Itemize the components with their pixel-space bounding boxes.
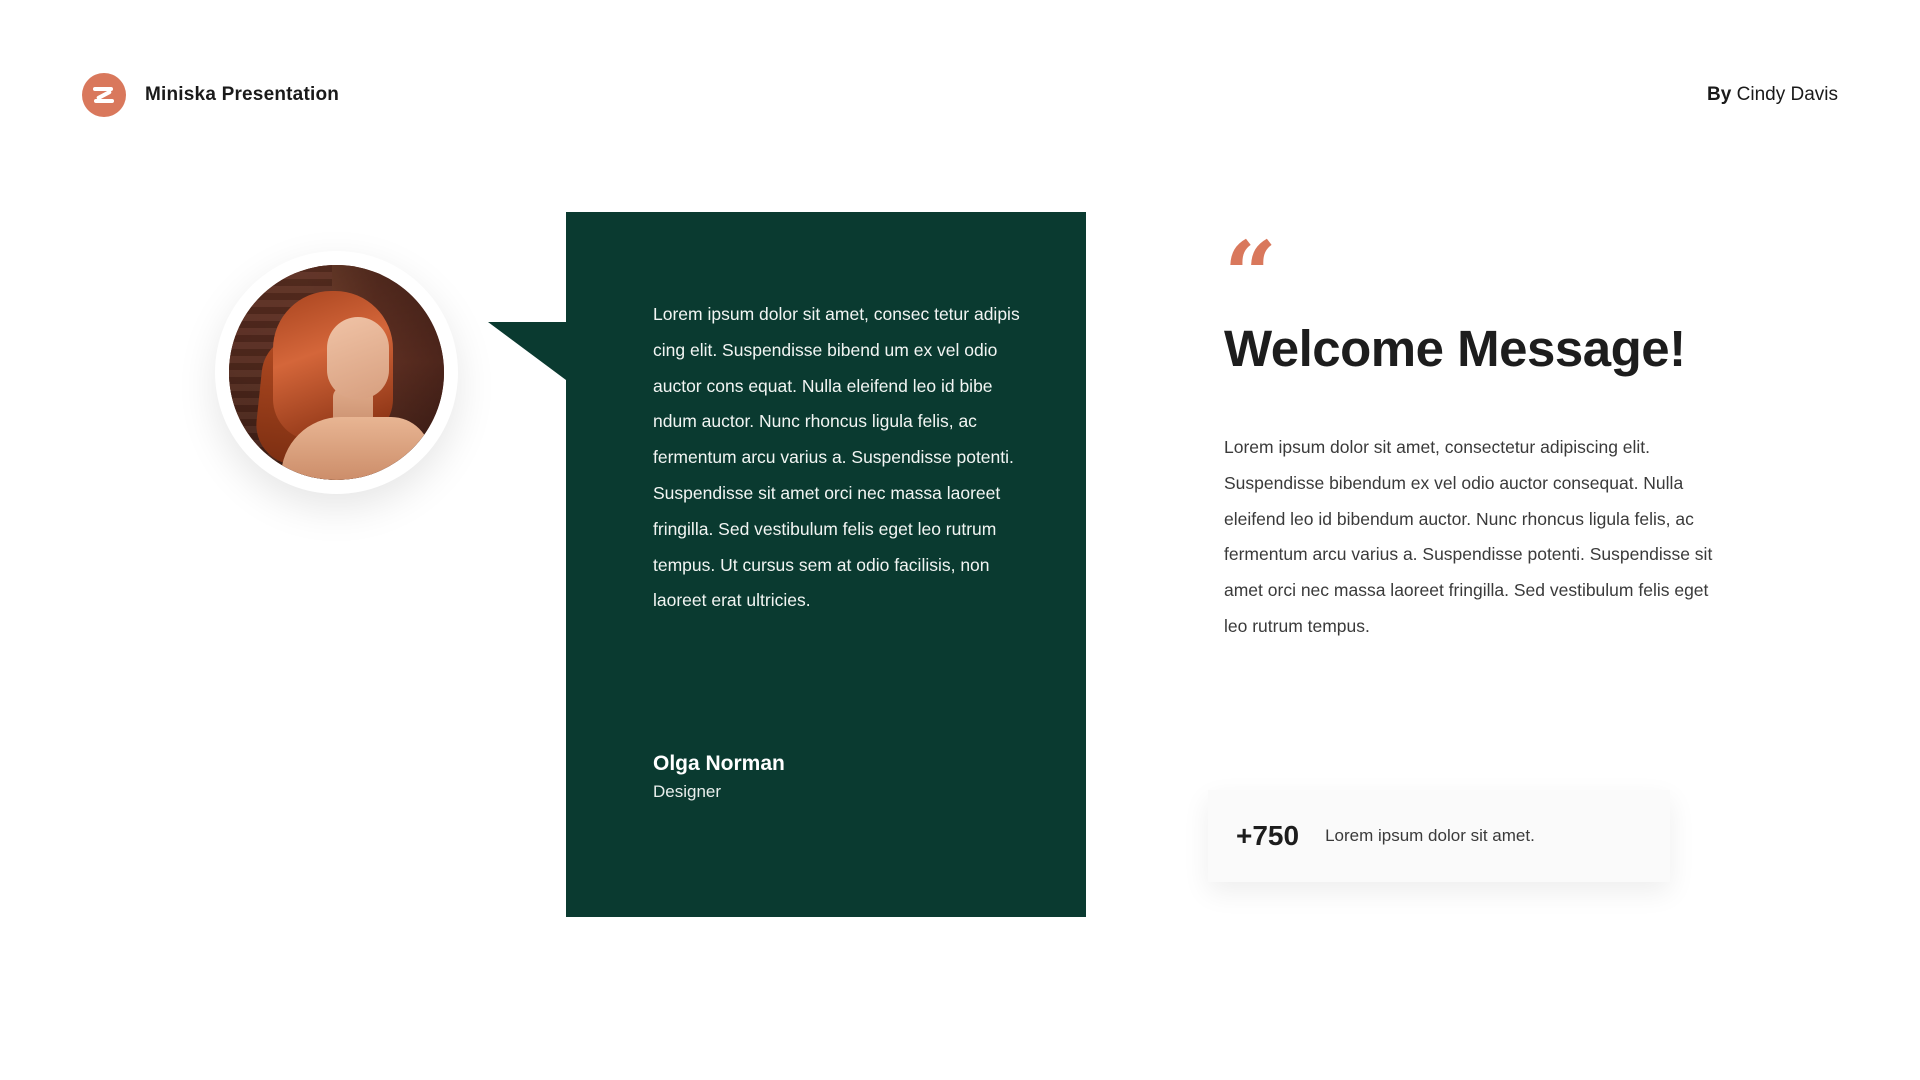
- main-content: [1224, 221, 1744, 645]
- page-title: Welcome Message!: [1224, 320, 1686, 377]
- testimonial-author: [653, 752, 785, 802]
- author-name: Olga Norman: [653, 752, 785, 775]
- byline-prefix: By: [1707, 84, 1732, 105]
- stat-number: +750: [1236, 820, 1300, 851]
- speech-bubble-tail: [488, 322, 566, 380]
- stat-card: [1208, 790, 1670, 882]
- miniska-logo-icon: [82, 73, 126, 117]
- quote-mark-icon: “: [1224, 221, 1275, 329]
- main-body-text: Lorem ipsum dolor sit amet, consectetur adipiscing elit. Suspendisse bibendum ex vel odio auctor consequat. Nulla eleifend leo id bibendum auctor. Nunc rhoncus ligula felis, ac fermentum arcu varius a. Suspendisse potenti. Suspendisse sit amet orci nec massa laoreet fringilla. Sed vestibulum felis eget leo rutrum tempus.: [1224, 437, 1713, 636]
- avatar-photo: [229, 265, 444, 480]
- avatar: [215, 251, 458, 494]
- testimonial-quote: Lorem ipsum dolor sit amet, consec tetur adipis cing elit. Suspendisse bibend um ex vel odio auctor cons equat. Nulla eleifend leo id bibe ndum auctor. Nunc rhoncus ligula felis, ac fermentum arcu varius a. Suspendisse potenti. Suspendisse sit amet orci nec massa laoreet fringilla. Sed vestibulum felis eget leo rutrum tempus. Ut cursus sem at odio facilisis, non laoreet erat ultricies.: [653, 304, 1020, 611]
- brand-title: Miniska Presentation: [145, 84, 340, 105]
- slide-header: [82, 70, 1838, 120]
- byline-author: Cindy Davis: [1736, 84, 1838, 105]
- brand: [82, 73, 339, 117]
- stat-label: Lorem ipsum dolor sit amet.: [1325, 826, 1535, 845]
- testimonial-card: [566, 212, 1086, 917]
- logo-glyph: [92, 85, 116, 105]
- byline: [1707, 84, 1838, 106]
- author-role: Designer: [653, 782, 722, 801]
